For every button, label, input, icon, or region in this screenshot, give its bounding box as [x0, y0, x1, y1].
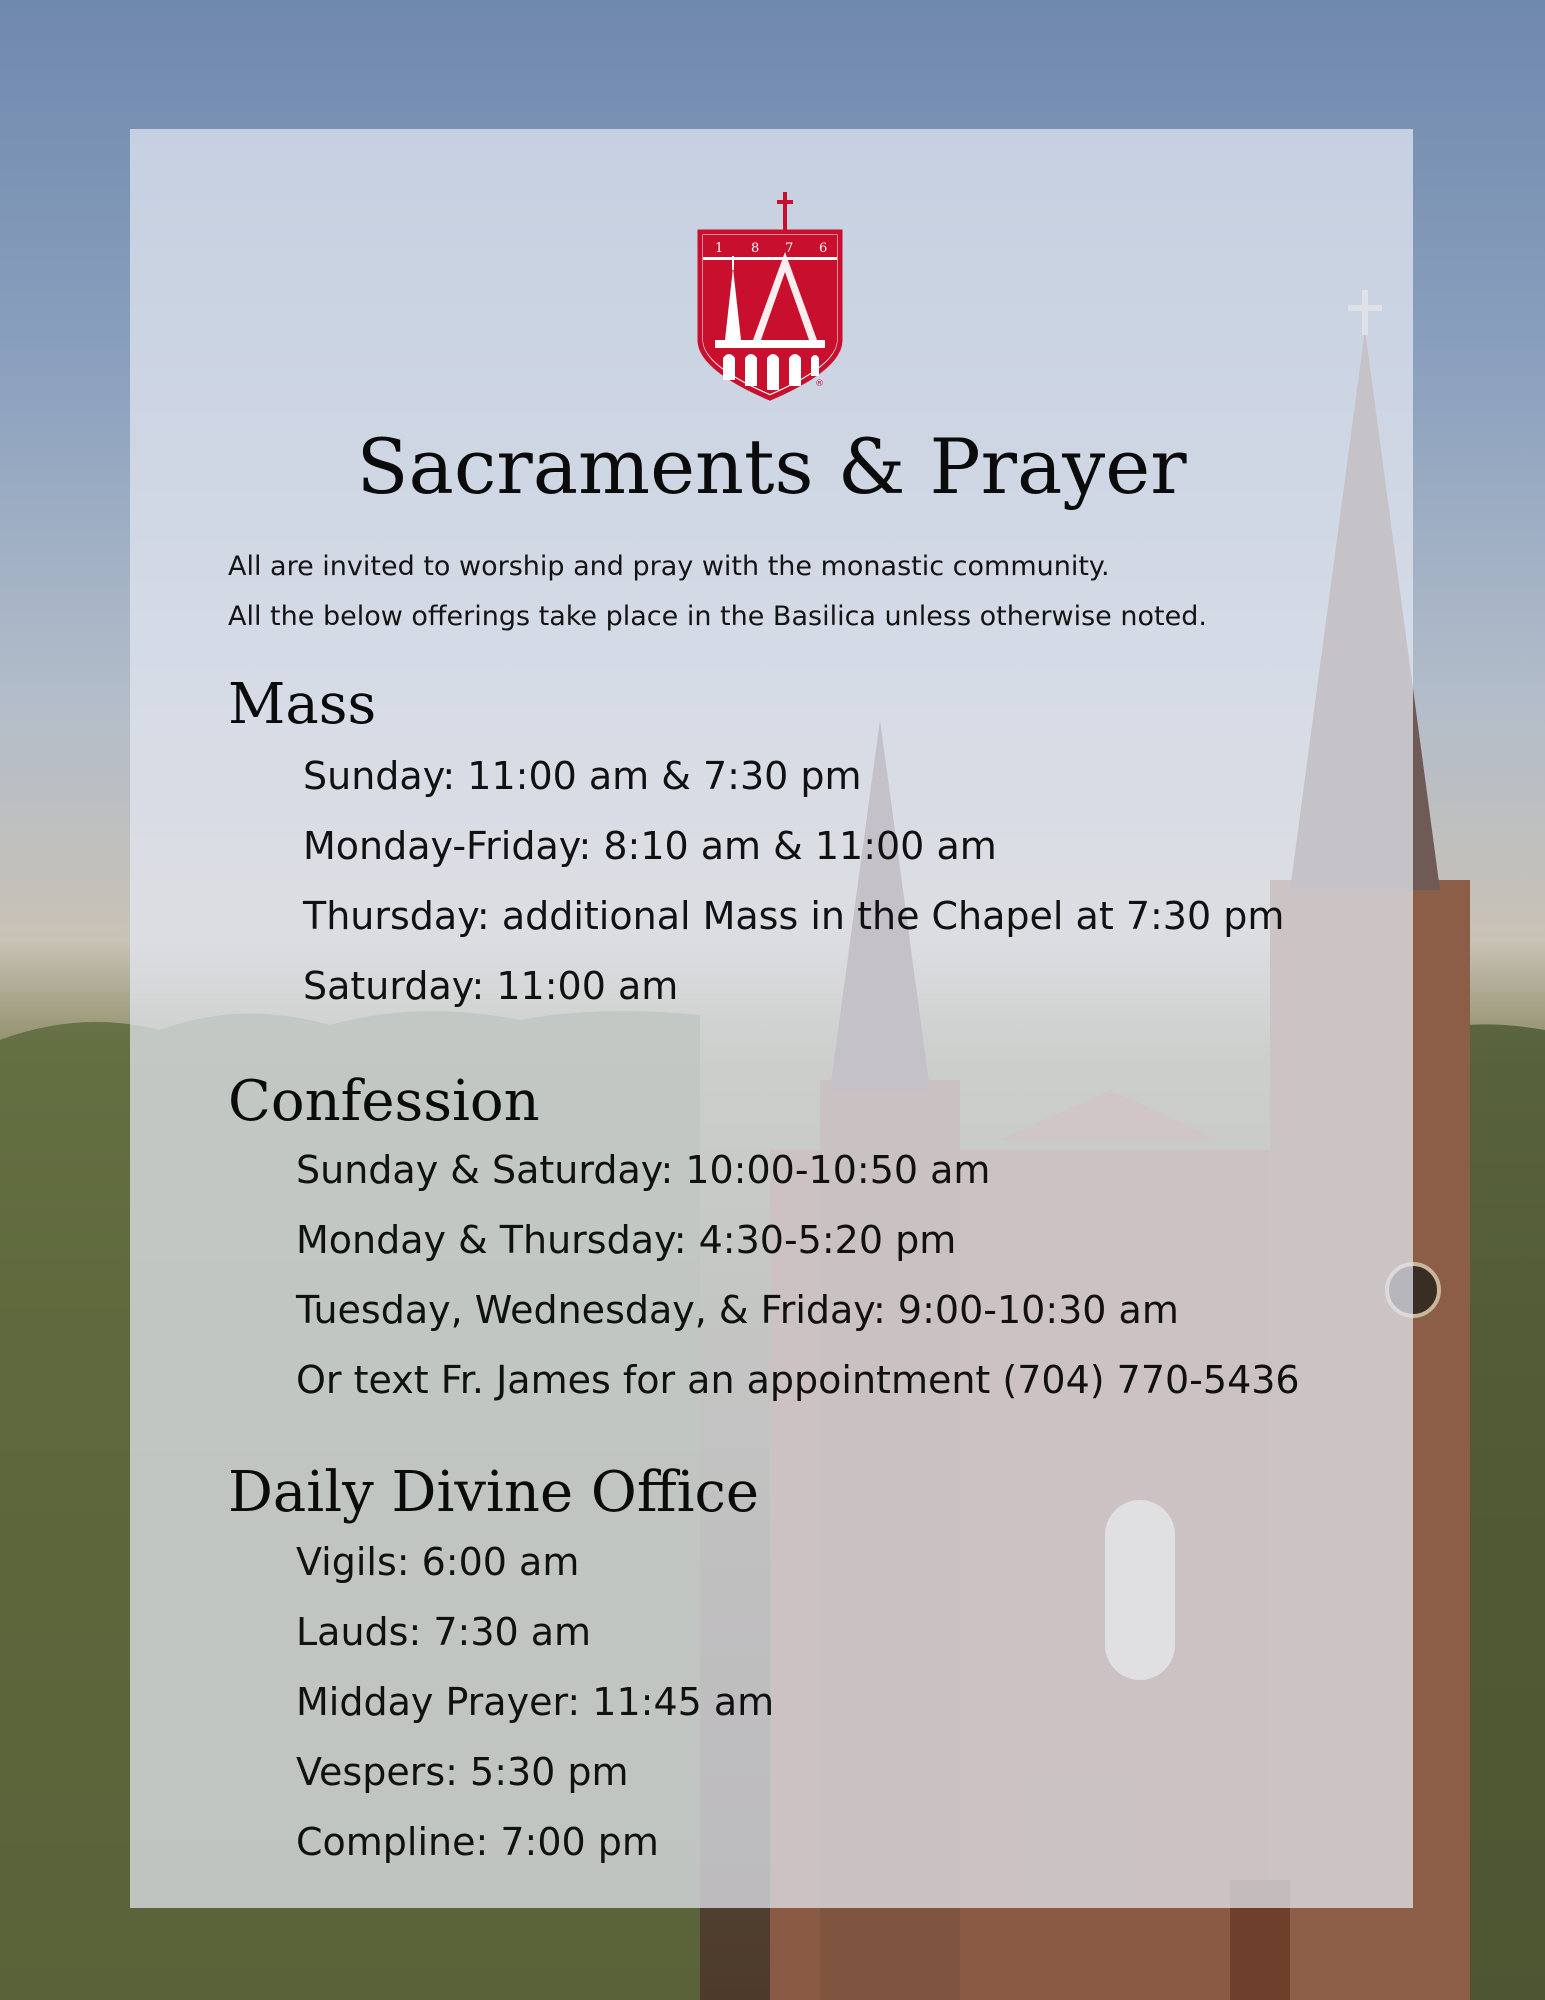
section-heading-mass: Mass — [228, 672, 377, 737]
mass-schedule-item: Thursday: additional Mass in the Chapel at 7:30 pm — [303, 894, 1285, 938]
confession-schedule-item: Tuesday, Wednesday, & Friday: 9:00-10:30 am — [296, 1288, 1179, 1332]
mass-schedule-item: Sunday: 11:00 am & 7:30 pm — [303, 754, 862, 798]
mass-schedule-item: Monday-Friday: 8:10 am & 11:00 am — [303, 824, 997, 868]
logo-year-digit: 6 — [819, 241, 828, 256]
divine-office-schedule-item: Compline: 7:00 pm — [296, 1820, 659, 1864]
intro-line-1: All are invited to worship and pray with the monastic community. — [228, 551, 1110, 582]
divine-office-schedule-item: Vespers: 5:30 pm — [296, 1750, 629, 1794]
divine-office-schedule-item: Vigils: 6:00 am — [296, 1540, 580, 1584]
confession-schedule-item: Or text Fr. James for an appointment (704) 770-5436 — [296, 1358, 1300, 1402]
intro-line-2: All the below offerings take place in the Basilica unless otherwise noted. — [228, 601, 1207, 632]
confession-schedule-item: Monday & Thursday: 4:30-5:20 pm — [296, 1218, 957, 1262]
confession-schedule-item: Sunday & Saturday: 10:00-10:50 am — [296, 1148, 991, 1192]
section-heading-divine-office: Daily Divine Office — [228, 1460, 760, 1525]
logo-year-digit: 7 — [785, 241, 794, 256]
logo-year-digit: 8 — [751, 241, 760, 256]
abbey-shield-logo — [695, 190, 845, 402]
section-heading-confession: Confession — [228, 1069, 540, 1134]
divine-office-schedule-item: Midday Prayer: 11:45 am — [296, 1680, 775, 1724]
page-title: Sacraments & Prayer — [356, 422, 1187, 511]
logo-year-digit: 1 — [715, 241, 724, 256]
registered-mark: ® — [815, 379, 824, 389]
mass-schedule-item: Saturday: 11:00 am — [303, 964, 679, 1008]
divine-office-schedule-item: Lauds: 7:30 am — [296, 1610, 592, 1654]
